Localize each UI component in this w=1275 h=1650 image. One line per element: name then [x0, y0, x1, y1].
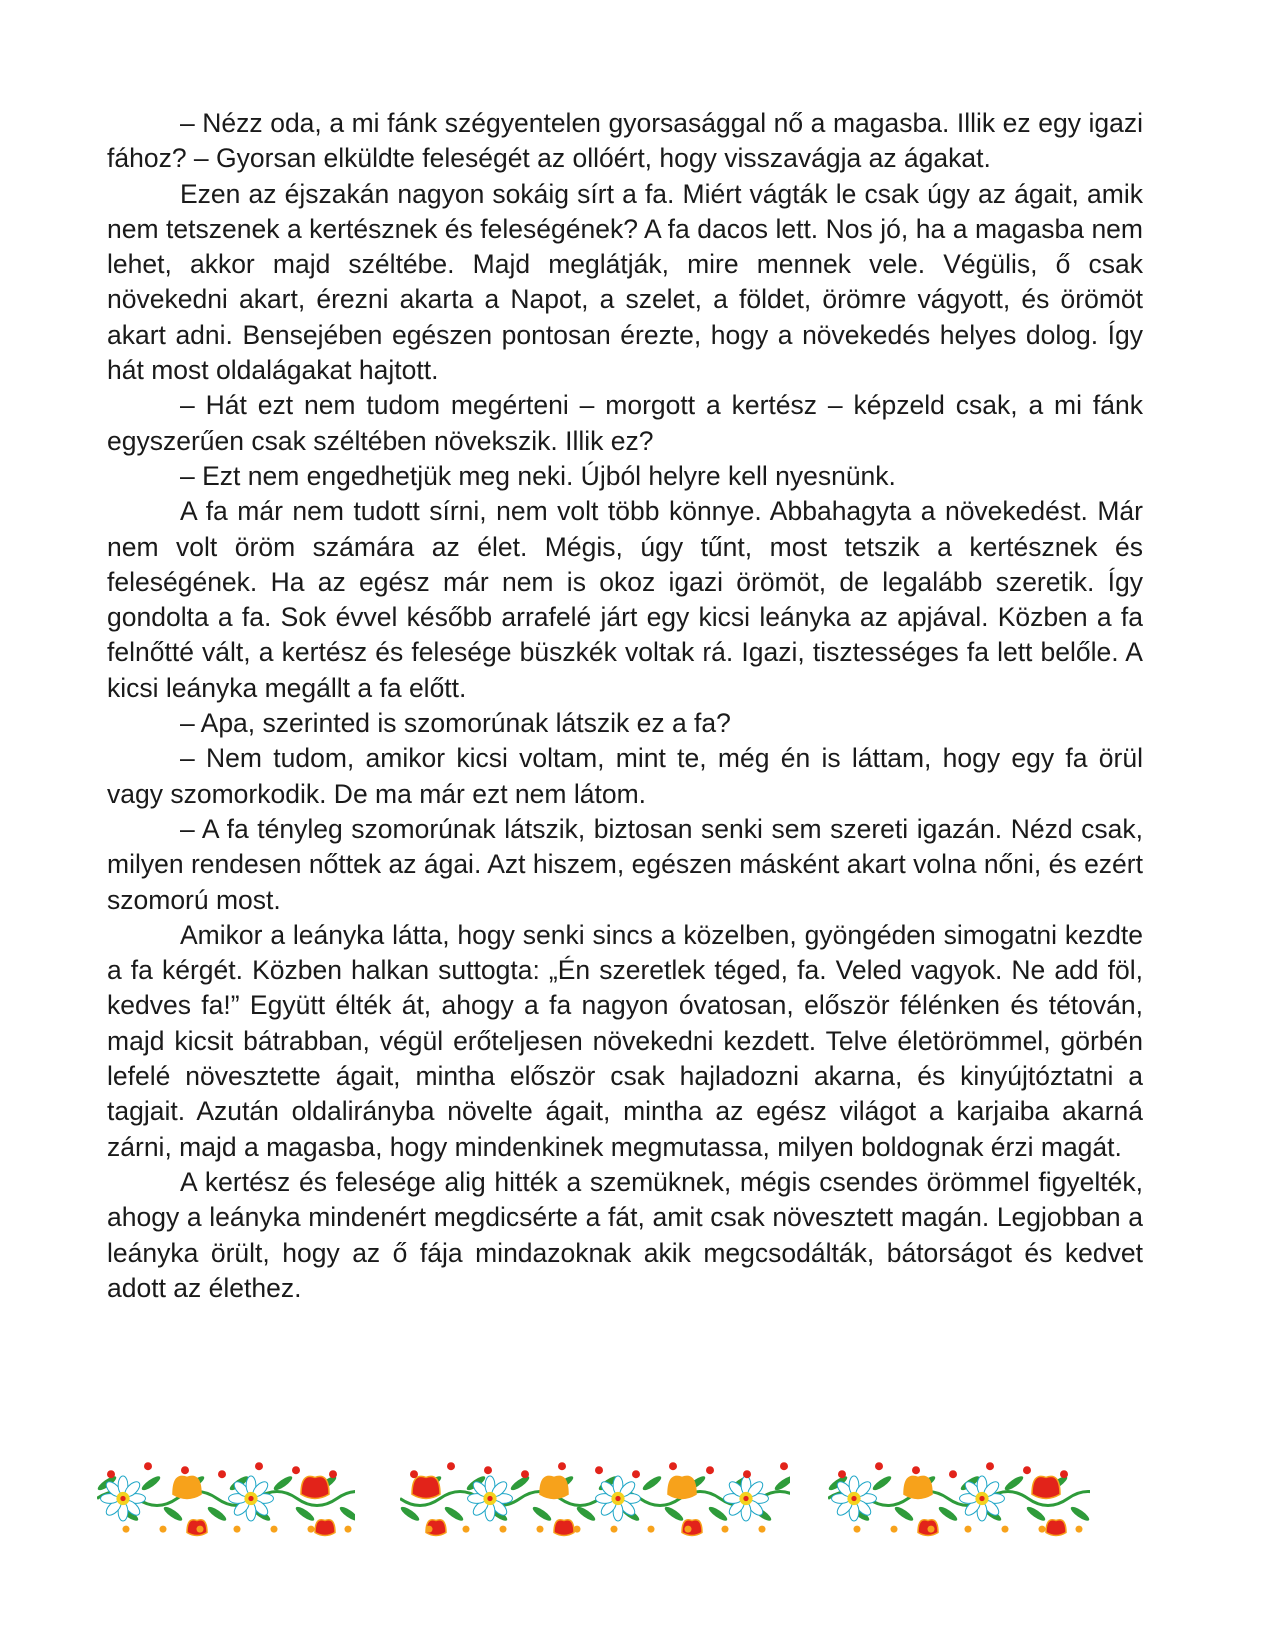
- paragraph: Amikor a leányka látta, hogy senki sincs a közelben, gyöngéden simogatni kezdte a fa kérgét. Közben halkan suttogta: „Én szeretlek téged, fa. Veled vagyok. Ne add föl, kedves fa!” Együtt élték át, ahogy a fa nagyon óvatosan, először félénken és tétován, majd kicsit bátrabban, végül erőteljesen növekedni kezdett. Telve életörömmel, görbén lefelé növesztette ágait, mintha először csak hajladozni akarna, és kinyújtóztatni a tagjait. Azután oldalirányba növelte ágait, mintha az egész világot a karjaiba akarná zárni, majd a magasba, hogy mindenkinek megmutassa, milyen boldognak érzi magát.: [107, 919, 1143, 1162]
- paragraph: – Ezt nem engedhetjük meg neki. Újból helyre kell nyesnünk.: [180, 460, 896, 491]
- folk-floral-right-icon: [828, 1456, 1090, 1541]
- paragraph: A fa már nem tudott sírni, nem volt több könnye. Abbahagyta a növekedést. Már nem volt öröm számára az élet. Mégis, úgy tűnt, most tetszik a kertésznek és feleségének. Ha az egész már nem is okoz igazi örömöt, de legalább szeretik. Így gondolta a fa. Sok évvel később arrafelé járt egy kicsi leányka az apjával. Közben a fa felnőtté vált, a kertész és felesége büszkék voltak rá. Igazi, tisztességes fa lett belőle. A kicsi leányka megállt a fa előtt.: [107, 496, 1143, 703]
- paragraph: – Nem tudom, amikor kicsi voltam, mint te, még én is láttam, hogy egy fa örül vagy szomorkodik. De ma már ezt nem látom.: [107, 743, 1143, 809]
- paragraph: – A fa tényleg szomorúnak látszik, biztosan senki sem szereti igazán. Nézd csak, milyen rendesen nőttek az ágai. Azt hiszem, egészen másként akart volna nőni, és ezért szomorú most.: [107, 813, 1143, 915]
- paragraph: – Nézz oda, a mi fánk szégyentelen gyorsasággal nő a magasba. Illik ez egy igazi fához? – Gyorsan elküldte feleségét az ollóért, hogy visszavágja az ágakat.: [107, 108, 1143, 174]
- folk-floral-left-icon: [97, 1456, 355, 1541]
- paragraph: A kertész és felesége alig hitték a szemüknek, mégis csendes örömmel figyelték, ahogy a leányka mindenért megdicsérte a fát, amit csak növesztett magán. Legjobban a leányka örült, hogy az ő fája mindazoknak akik megcsodálták, bátorságot és kedvet adott az élethez.: [107, 1166, 1143, 1303]
- paragraph: – Apa, szerinted is szomorúnak látszik ez a fa?: [180, 708, 731, 739]
- floral-border: [0, 1456, 1275, 1541]
- paragraph: – Hát ezt nem tudom megérteni – morgott a kertész – képzeld csak, a mi fánk egyszerűen csak széltében növekszik. Illik ez?: [107, 390, 1143, 456]
- folk-floral-center-icon: [400, 1456, 790, 1541]
- story-text: [107, 106, 1143, 1306]
- paragraph: Ezen az éjszakán nagyon sokáig sírt a fa. Miért vágták le csak úgy az ágait, amik nem tetszenek a kertésznek és feleségének? A fa dacos lett. Nos jó, ha a magasba nem lehet, akkor majd széltébe. Majd meglátják, mire mennek vele. Végülis, ő csak növekedni akart, érezni akarta a Napot, a szelet, a földet, örömre vágyott, és örömöt akart adni. Bensejében egészen pontosan érezte, hogy a növekedés helyes dolog. Így hát most oldalágakat hajtott.: [107, 178, 1143, 386]
